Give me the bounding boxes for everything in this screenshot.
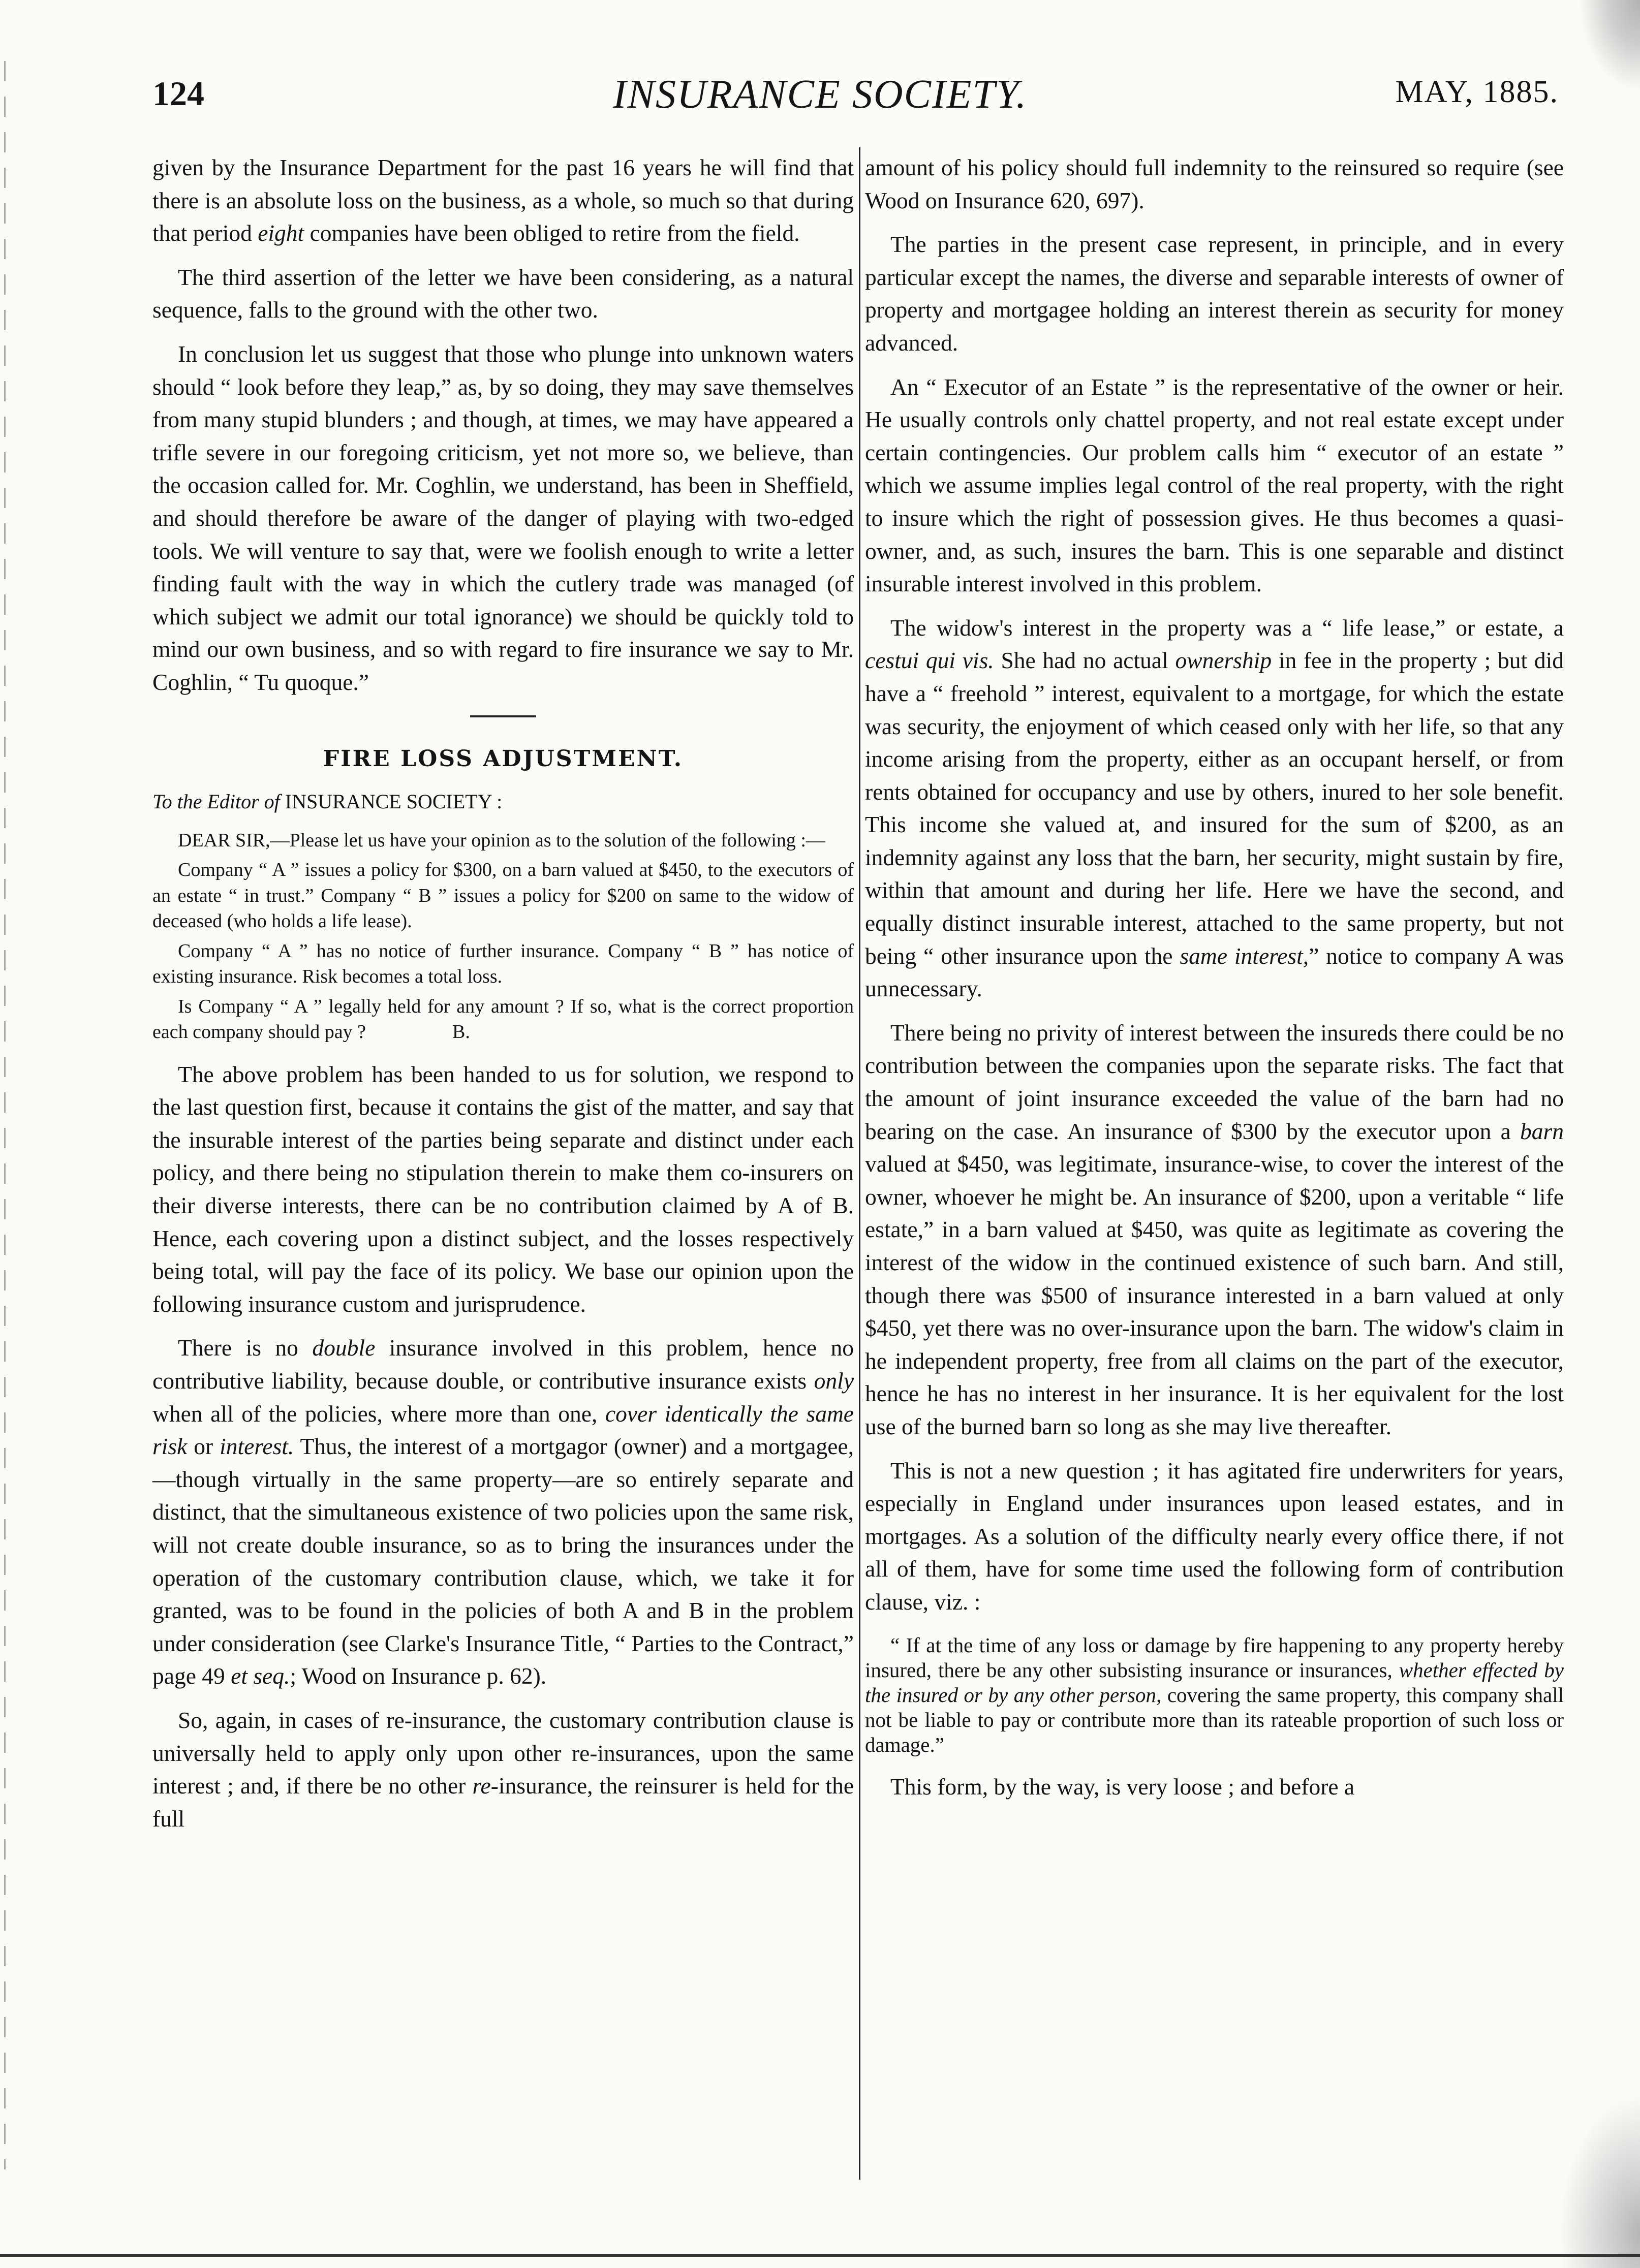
letter-paragraph: Company “ A ” has no notice of further insurance. Company “ B ” has notice of existing insurance. Risk becomes a total loss. xyxy=(152,940,854,988)
paragraph: This form, by the way, is very loose ; and before a xyxy=(890,1773,1355,1800)
section-separator xyxy=(470,715,536,717)
paragraph: The third assertion of the letter we have been considering, as a natural sequence, falls to the ground with the other two. xyxy=(152,264,854,323)
paragraph: given by the Insurance Department for the past 16 years he will find that there is an absolute loss on the business, as a whole, so much so that during that period eight companies have been obliged to retire from the field. xyxy=(152,154,854,246)
left-column xyxy=(152,151,854,1846)
issue-date: MAY, 1885. xyxy=(1395,75,1559,109)
binding-edge xyxy=(4,61,6,2169)
page-bottom-edge xyxy=(0,2254,1640,2257)
article-heading: FIRE LOSS ADJUSTMENT. xyxy=(323,745,684,772)
paragraph: This is not a new question ; it has agitated fire underwriters for years, especially in England under insurances upon leased estates, and in mortgages. As a solution of the difficulty nearly every office there, if not all of them, have for some time used the following form of contribution clause, viz. : xyxy=(865,1457,1564,1615)
letter-paragraph: DEAR SIR,—Please let us have your opinion as to the solution of the following :— xyxy=(178,829,825,851)
letter-signature: B. xyxy=(452,1021,470,1043)
paragraph: There being no privity of interest between the insureds there could be no contribution between the companies upon the separate risks. The fact that the amount of joint insurance exceeded the value of the barn had no bearing on the case. An insurance of $300 by the executor upon a barn valued at $450, was legitimate, insurance-wise, to cover the interest of the owner, whoever he might be. An insurance of $200, upon a veritable “ life estate,” in a barn valued at $450, was quite as legitimate as covering the interest of the widow in the continued existence of such barn. And still, though there was $500 of insurance interested in a barn valued at only $450, yet there was no over-insurance upon the barn. The widow's claim in he independent property, free from all claims on the part of the executor, hence he has no interest in her insurance. It is her equivalent for the lost use of the burned barn so long as she may live thereafter. xyxy=(865,1019,1564,1439)
column-divider xyxy=(859,147,860,2180)
salutation: To the Editor of INSURANCE SOCIETY : xyxy=(152,790,503,813)
paragraph: In conclusion let us suggest that those who plunge into unknown waters should “ look before they leap,” as, by so doing, they may save themselves from many stupid blunders ; and though, at times, we may have appeared a trifle severe in our foregoing criticism, yet not more so, we believe, than the occasion called for. Mr. Coghlin, we understand, has been in Sheffield, and should therefore be aware of the danger of playing with two-edged tools. We will venture to say that, were we foolish enough to write a letter finding fault with the way in which the cutlery trade was managed (of which subject we admit our total ignorance) we should be quickly told to mind our own business, and so with regard to fire insurance we say to Mr. Coghlin, “ Tu quoque.” xyxy=(152,340,854,695)
paragraph: So, again, in cases of re-insurance, the customary contribution clause is universally held to apply only upon other re-insurances, upon the same interest ; and, if there be no other re-insurance, the reinsurer is held for the full xyxy=(152,1707,854,1832)
running-title: INSURANCE SOCIETY. xyxy=(612,72,1028,117)
letter-paragraph: Is Company “ A ” legally held for any amount ? If so, what is the correct proportion each company should pay ? B. xyxy=(152,994,854,1045)
paragraph: There is no double insurance involved in this problem, hence no contributive liability, because double, or contributive insurance exists only when all of the policies, where more than one, cover identically the same risk or interest. Thus, the interest of a mortgagor (owner) and a mortgagee,—though virtually in the same property—are so entirely separate and distinct, that the simultaneous existence of two policies upon the same risk, will not create double insurance, so as to bring the insurances under the operation of the customary contribution clause, which, we take it for granted, was to be found in the policies of both A and B in the problem under consideration (see Clarke's Insurance Title, “ Parties to the Contract,” page 49 et seq.; Wood on Insurance p. 62). xyxy=(152,1335,854,1689)
paragraph: amount of his policy should full indemnity to the reinsured so require (see Wood on Insurance 620, 697). xyxy=(865,154,1564,213)
page-number: 124 xyxy=(152,74,204,113)
right-column xyxy=(865,151,1564,1814)
page-corner-stain xyxy=(1559,2095,1640,2268)
paragraph: The parties in the present case represent, in principle, and in every particular except the names, the diverse and separable interests of owner of property and mortgagee holding an interest therein as security for money advanced. xyxy=(865,231,1564,356)
letter-paragraph: Company “ A ” issues a policy for $300, on a barn valued at $450, to the executors of an estate “ in trust.” Company “ B ” issues a policy for $200 on same to the widow of deceased (who holds a life lease). xyxy=(152,859,854,932)
paragraph: The widow's interest in the property was a “ life lease,” or estate, a cestui qui vis. She had no actual ownership in fee in the property ; but did have a “ freehold ” interest, equivalent to a mortgage, for which the estate was security, the enjoyment of which ceased only with her life, so that any income arising from the property, either as an occupant herself, or from rents obtained for occupancy and use by others, inured to her sole benefit. This income she valued at, and insured for the sum of $200, as an indemnity against any loss that the barn, her security, might sustain by fire, within that amount and during her life. Here we have the second, and equally distinct insurable interest, attached to the same property, but not being “ other insurance upon the same interest,” notice to company A was unnecessary. xyxy=(865,614,1564,1002)
quoted-clause: “ If at the time of any loss or damage by fire happening to any property hereby insured, there be any other subsisting insurance or insurances, whether effected by the insured or by any other person, covering the same property, this company shall not be liable to pay or contribute more than its rateable proportion of such loss or damage.” xyxy=(865,1633,1564,1756)
paragraph: An “ Executor of an Estate ” is the representative of the owner or heir. He usually controls only chattel property, and not real estate except under certain contingencies. Our problem calls him “ executor of an estate ” which we assume implies legal control of the real property, with the right to insure which the right of possession gives. He thus becomes a quasi-owner, and, as such, insures the barn. This is one separable and distinct insurable interest involved in this problem. xyxy=(865,373,1564,597)
paragraph: The above problem has been handed to us for solution, we respond to the last question first, because it contains the gist of the matter, and say that the insurable interest of the parties being separate and distinct under each policy, and there being no stipulation therein to make them co-insurers on their diverse interests, there can be no contribution claimed by A of B. Hence, each covering upon a distinct subject, and the losses respectively being total, will pay the face of its policy. We base our opinion upon the following insurance custom and jurisprudence. xyxy=(152,1061,854,1317)
